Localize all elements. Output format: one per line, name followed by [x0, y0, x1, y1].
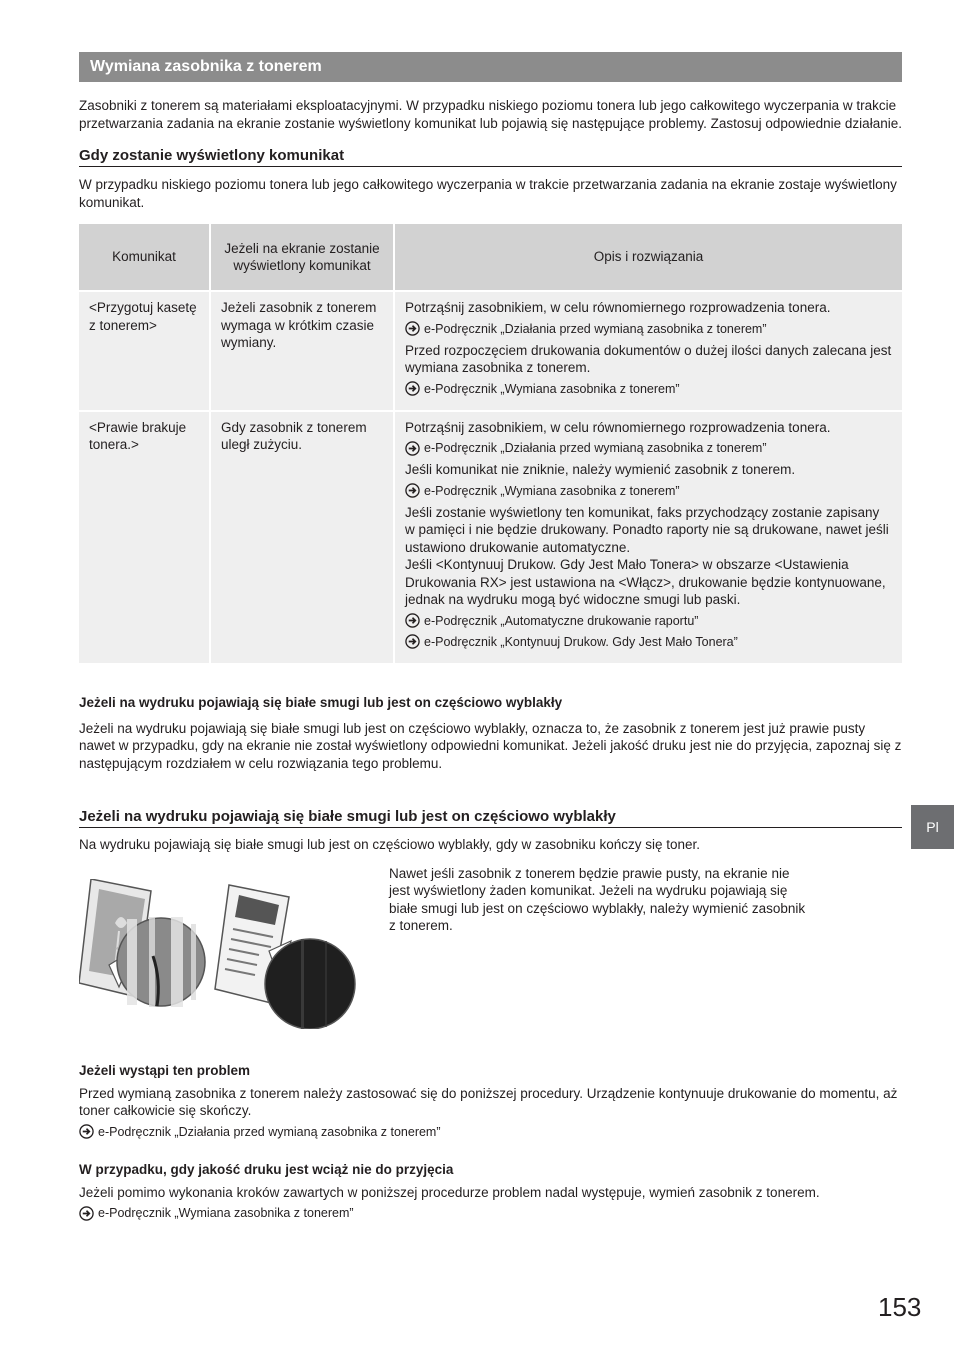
condition-cell: Jeżeli zasobnik z tonerem wymaga w krótkim czasie wymiany.: [210, 291, 394, 411]
page-content: [79, 52, 902, 1226]
manual-reference-link[interactable]: [79, 1205, 902, 1221]
manual-reference-link[interactable]: [79, 1124, 902, 1140]
reference-label: e-Podręcznik „Działania przed wymianą zasobnika z tonerem”: [98, 1124, 441, 1139]
page-number: 153: [878, 1292, 922, 1322]
description-text: Potrząśnij zasobnikiem, w celu równomiernego rozprowadzenia tonera.: [405, 419, 831, 435]
faded-print-illustration: [79, 879, 359, 1029]
language-tab: Pl: [911, 805, 954, 849]
manual-reference-link[interactable]: [405, 483, 892, 499]
message-section-text: W przypadku niskiego poziomu tonera lub jego całkowitego wyczerpania w trakcie przetwarzania zadania na ekranie zostaje wyświetlony komunikat.: [79, 177, 897, 210]
quality-title: W przypadku, gdy jakość druku jest wciąż nie do przyjęcia: [79, 1161, 454, 1177]
reference-label: e-Podręcznik „Kontynuuj Drukow. Gdy Jest Mało Tonera”: [424, 634, 738, 649]
reference-label: e-Podręcznik „Działania przed wymianą zasobnika z tonerem”: [424, 321, 767, 336]
problem-text: Przed wymianą zasobnika z tonerem należy zastosować się do poniższej procedury. Urządzenie kontynuuje drukowanie do momentu, aż toner całkowicie się skończy.: [79, 1085, 898, 1118]
header-message: Komunikat: [79, 224, 210, 291]
streak-note-text: Jeżeli na wydruku pojawiają się białe smugi lub jest on częściowo wyblakły, oznacza to, że zasobnik z tonerem jest już prawie pusty nawet w przypadku, gdy na ekranie nie został wyświetlony odpowiedni komunikat. Jeżeli jakość druku jest nie do przyjęcia, zapoznaj się z następującym rozdziałem w celu rozwiązania tego problemu.: [79, 720, 902, 771]
streak-section-text: Na wydruku pojawiają się białe smugi lub jest on częściowo wyblakły, gdy w zasobniku kończy się toner.: [79, 837, 701, 852]
manual-reference-link[interactable]: [405, 381, 892, 397]
message-cell: <Przygotuj kasetę z tonerem>: [79, 291, 210, 411]
message-cell: <Prawie brakuje tonera.>: [79, 411, 210, 664]
header-description: Opis i rozwiązania: [394, 224, 902, 291]
arrow-circle-icon: [405, 634, 420, 649]
reference-label: e-Podręcznik „Wymiana zasobnika z tonerem”: [424, 483, 680, 498]
table-row: [79, 411, 902, 664]
figure-row: [79, 859, 902, 1034]
table-row: [79, 291, 902, 411]
arrow-circle-icon: [405, 441, 420, 456]
section-title: Wymiana zasobnika z tonerem: [79, 52, 902, 82]
arrow-circle-icon: [405, 381, 420, 396]
arrow-circle-icon: [405, 483, 420, 498]
description-text: Jeśli <Kontynuuj Drukow. Gdy Jest Mało Tonera> w obszarze <Ustawienia Drukowania RX> jest ustawiona na <Włącz>, drukowanie będzie kontynuowane, jednak na wydruku mogą być widoczne smugi lub paski.: [405, 557, 886, 607]
faded-document-zoom: [265, 939, 355, 1029]
streak-note-title: Jeżeli na wydruku pojawiają się białe smugi lub jest on częściowo wyblakły: [79, 694, 563, 710]
reference-label: e-Podręcznik „Wymiana zasobnika z tonerem”: [98, 1206, 354, 1220]
description-text: Jeśli komunikat nie zniknie, należy wymienić zasobnik z tonerem.: [405, 462, 796, 477]
message-section-title: Gdy zostanie wyświetlony komunikat: [79, 147, 902, 167]
intro-text: Zasobniki z tonerem są materiałami eksploatacyjnymi. W przypadku niskiego poziomu tonera lub jego całkowitego wyczerpania w trakcie przetwarzania zadania na ekranie zostanie wyświetlony komunikat lub pojawią się następujące problemy. Zastosuj odpowiednie działanie.: [79, 98, 902, 131]
manual-reference-link[interactable]: [405, 440, 892, 456]
description-text: Potrząśnij zasobnikiem, w celu równomiernego rozprowadzenia tonera.: [405, 300, 831, 315]
reference-label: e-Podręcznik „Działania przed wymianą zasobnika z tonerem”: [424, 441, 767, 455]
header-condition: Jeżeli na ekranie zostanie wyświetlony komunikat: [210, 224, 394, 291]
manual-reference-link[interactable]: [405, 321, 892, 337]
description-text: Jeśli zostanie wyświetlony ten komunikat, faks przychodzący zostanie zapisany w pamięci i nie będzie drukowany. Ponadto raporty nie są drukowane, nawet jeśli ustawiono drukowanie automatyczne.: [405, 504, 889, 555]
table-header-row: [79, 224, 902, 291]
reference-label: e-Podręcznik „Automatyczne drukowanie raportu”: [424, 613, 699, 628]
description-cell: [394, 411, 902, 664]
manual-reference-link[interactable]: [405, 613, 892, 629]
arrow-circle-icon: [405, 613, 420, 628]
figure-description: Nawet jeśli zasobnik z tonerem będzie prawie pusty, na ekranie nie jest wyświetlony żaden komunikat. Jeżeli na wydruku pojawiają się białe smugi lub jest on częściowo wyblakły, należy wymienić zasobnik z tonerem.: [389, 865, 806, 933]
description-text: Przed rozpoczęciem drukowania dokumentów o dużej ilości danych zalecana jest wymiana zasobnika z tonerem.: [405, 342, 892, 375]
arrow-circle-icon: [79, 1206, 94, 1221]
arrow-circle-icon: [79, 1124, 94, 1139]
quality-text: Jeżeli pomimo wykonania kroków zawartych w poniższej procedurze problem nadal występuje, wymień zasobnik z tonerem.: [79, 1184, 820, 1200]
message-table: [79, 224, 902, 665]
description-cell: [394, 291, 902, 411]
condition-cell: Gdy zasobnik z tonerem uległ zużyciu.: [210, 411, 394, 664]
streak-section-title: Jeżeli na wydruku pojawiają się białe smugi lub jest on częściowo wyblakły: [79, 808, 902, 828]
arrow-circle-icon: [405, 321, 420, 336]
problem-title: Jeżeli wystąpi ten problem: [79, 1062, 251, 1078]
manual-reference-link[interactable]: [405, 634, 892, 650]
reference-label: e-Podręcznik „Wymiana zasobnika z tonerem”: [424, 381, 680, 396]
